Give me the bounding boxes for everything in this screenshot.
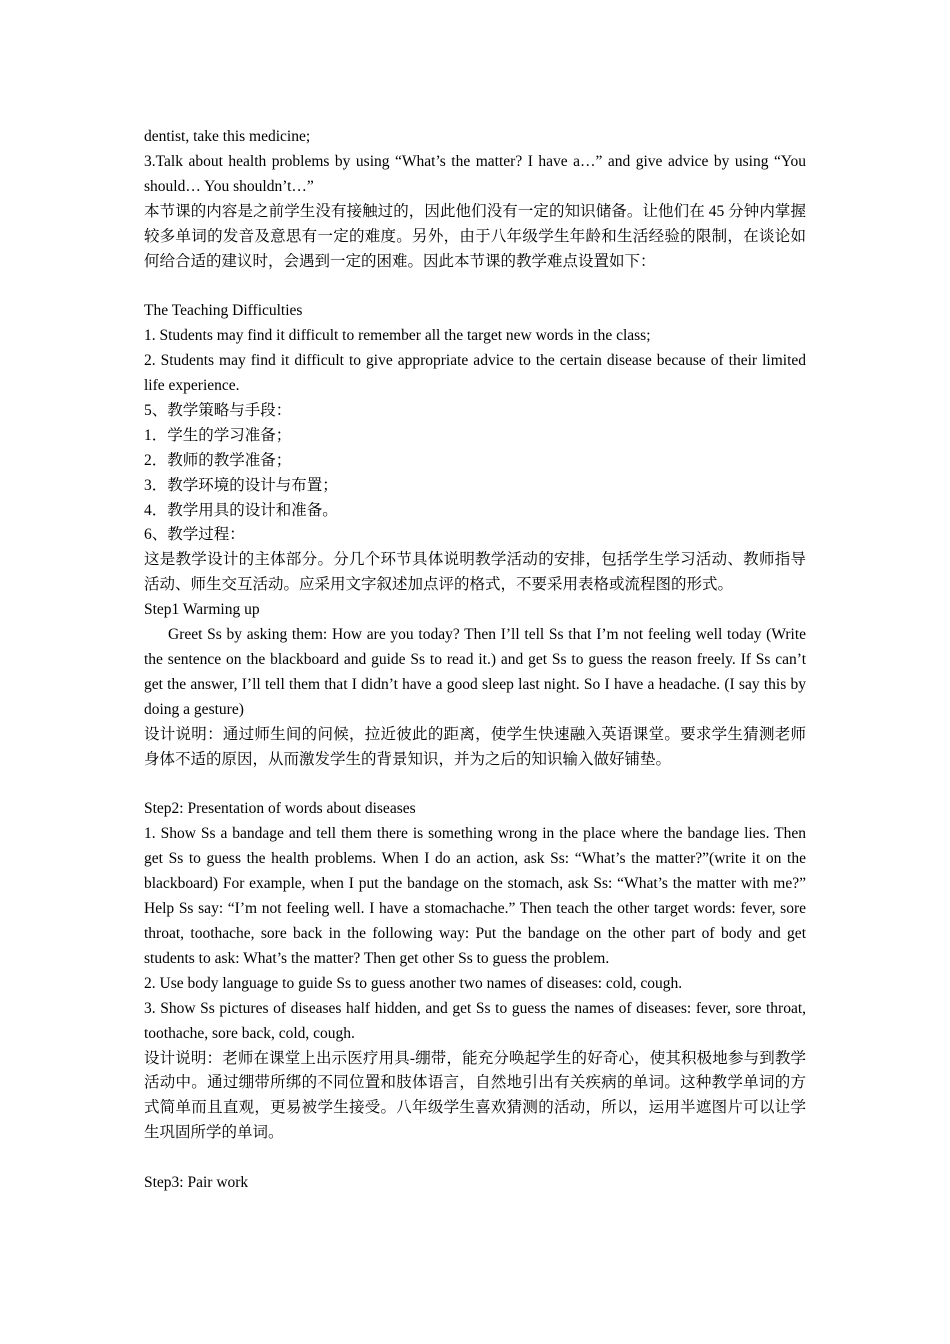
step2-item-3: 3. Show Ss pictures of diseases half hidden, and get Ss to guess the names of diseases: fever, sore throat, toothache, sore back, cold, cough. (144, 999, 806, 1042)
blank-line (144, 274, 806, 299)
blank-line (144, 1146, 806, 1171)
section-heading-strategies: 5、教学策略与手段： (144, 401, 292, 419)
strategy-item-2: 2．教师的教学准备； (144, 451, 292, 469)
step1-heading: Step1 Warming up (144, 601, 260, 619)
heading-teaching-difficulties: The Teaching Difficulties (144, 302, 303, 320)
section-heading-process: 6、教学过程： (144, 526, 245, 544)
step1-design-note: 设计说明：通过师生间的问候，拉近彼此的距离，使学生快速融入英语课堂。要求学生猜测老师身体不适的原因，从而激发学生的背景知识，并为之后的知识输入做好铺垫。 (144, 725, 806, 768)
strategy-item-3: 3．教学环境的设计与布置； (144, 476, 338, 494)
document-page (144, 125, 806, 1196)
step3-heading: Step3: Pair work (144, 1174, 249, 1192)
step1-body: Greet Ss by asking them: How are you today? Then I’ll tell Ss that I’m not feeling well today (Write the sentence on the blackboard and guide Ss to read it.) and get Ss to guess the reason freely. If Ss can’t get the answer, I’ll tell them that I didn’t have a good sleep last night. So I have a headache. (I say this by doing a gesture) (144, 626, 806, 718)
step2-item-2: 2. Use body language to guide Ss to guess another two names of diseases: cold, cough. (144, 974, 683, 992)
strategy-item-4: 4．教学用具的设计和准备。 (144, 501, 338, 519)
difficulty-item-2: 2. Students may find it difficult to give appropriate advice to the certain disease because of their limited life experience. (144, 352, 806, 395)
step2-heading: Step2: Presentation of words about diseases (144, 800, 416, 818)
blank-line (144, 773, 806, 798)
strategy-item-1: 1．学生的学习准备； (144, 426, 292, 444)
paragraph-difficulty-intro: 本节课的内容是之前学生没有接触过的，因此他们没有一定的知识储备。让他们在 45 分钟内掌握较多单词的发音及意思有一定的难度。另外，由于八年级学生年龄和生活经验的限制，在谈论如何给合适的建议时，会遇到一定的困难。因此本节课的教学难点设置如下： (144, 202, 806, 270)
step2-design-note: 设计说明：老师在课堂上出示医疗用具-绷带，能充分唤起学生的好奇心，使其积极地参与到教学活动中。通过绷带所绑的不同位置和肢体语言，自然地引出有关疾病的单词。这种教学单词的方式简单而且直观，更易被学生接受。八年级学生喜欢猜测的活动，所以，运用半遮图片可以让学生巩固所学的单词。 (144, 1049, 806, 1142)
process-description: 这是教学设计的主体部分。分几个环节具体说明教学活动的安排，包括学生学习活动、教师指导活动、师生交互活动。应采用文字叙述加点评的格式，不要采用表格或流程图的形式。 (144, 551, 806, 594)
paragraph-dentist-line: dentist, take this medicine; (144, 128, 311, 145)
difficulty-item-1: 1. Students may find it difficult to remember all the target new words in the class; (144, 327, 651, 345)
paragraph-objective-3: 3.Talk about health problems by using “What’s the matter? I have a…” and give advice by using “You should… You shouldn’t…” (144, 152, 806, 195)
step2-item-1: 1. Show Ss a bandage and tell them there is something wrong in the place where the bandage lies. Then get Ss to guess the health problems. When I do an action, ask Ss: “What’s the matter?”(write it on the blackboard) For example, when I put the bandage on the stomach, ask Ss: “What’s the matter with me?” Help Ss say: “I’m not feeling well. I have a stomachache.” Then teach the other target words: fever, sore throat, toothache, sore back in the following way: Put the bandage on the other part of body and get students to ask: What’s the matter? Then get other Ss to guess the problem. (144, 825, 806, 967)
